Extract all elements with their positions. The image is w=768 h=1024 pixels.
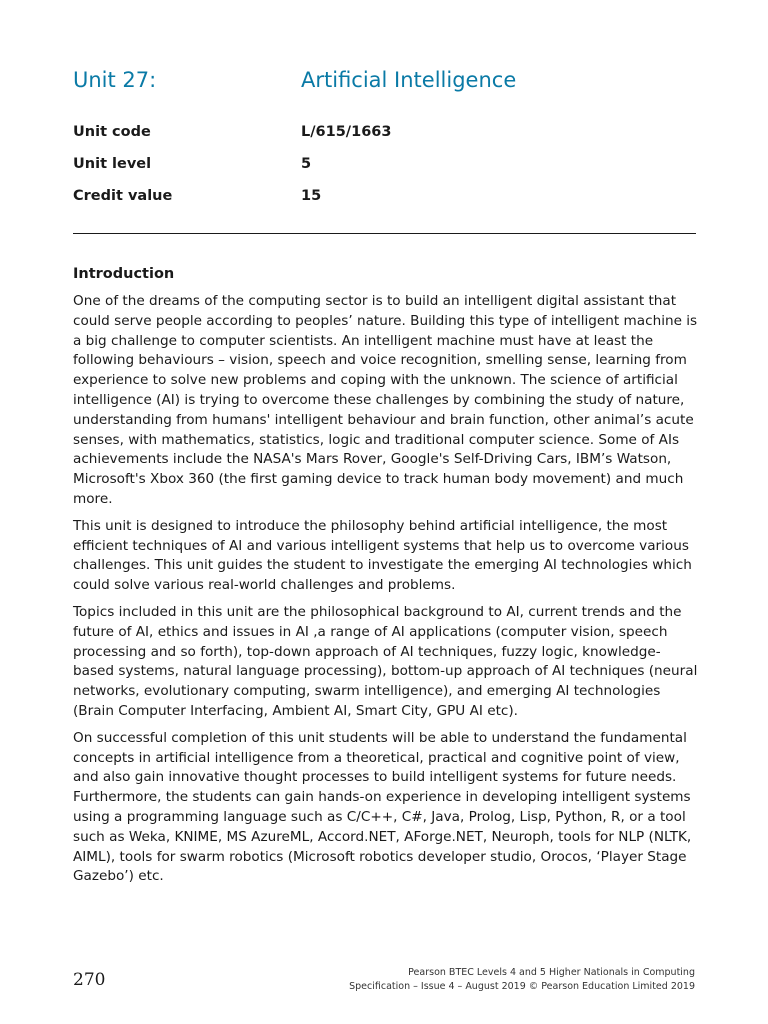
intro-paragraph: This unit is designed to introduce the philosophy behind artificial intelligence, the most efficient techniques of AI and various intelligent systems that help us to overcome various challenges. This unit guides the student to investigate the emerging AI technologies which could solve various real-world challenges and problems.	[73, 517, 692, 594]
intro-paragraph: On successful completion of this unit students will be able to understand the fundamental concepts in artificial intelligence from a theoretical, practical and cognitive point of view, and also gain innovative thought processes to build intelligent systems for future needs. Furthermore, the students can gain hands-on experience in developing intelligent systems using a programming language such as C/C++, C#, Java, Prolog, Lisp, Python, R, or a tool such as Weka, KNIME, MS AzureML, Accord.NET, AForge.NET, Neuroph, tools for NLP (NLTK, AIML), tools for swarm robotics (Microsoft robotics developer studio, Orocos, ‘Player Stage Gazebo’) etc.	[73, 729, 692, 885]
intro-paragraph: One of the dreams of the computing sector is to build an intelligent digital assistant that could serve people according to peoples’ nature. Building this type of intelligent machine is a big challenge to computer scientists. An intelligent machine must have at least the following behaviours – vision, speech and voice recognition, smelling sense, learning from experience to solve new problems and coping with the unknown. The science of artificial intelligence (AI) is trying to overcome these challenges by combining the study of nature, understanding from humans' intelligent behaviour and brain function, other animal’s acute senses, with mathematics, statistics, logic and traditional computer science. Some of AIs achievements include the NASA's Mars Rover, Google's Self-Driving Cars, IBM’s Watson, Microsoft's Xbox 360 (the first gaming device to track human body movement) and much more.	[73, 293, 698, 507]
footer-line-2: Specification – Issue 4 – August 2019 © Pearson Education Limited 2019	[349, 981, 695, 992]
page-footer	[349, 966, 695, 994]
introduction-section	[73, 264, 698, 894]
meta-label: Unit level	[73, 156, 152, 172]
meta-label: Credit value	[73, 188, 173, 204]
footer-line-1: Pearson BTEC Levels 4 and 5 Higher Nationals in Computing	[408, 967, 695, 978]
unit-heading	[73, 68, 696, 102]
meta-value: 15	[301, 188, 322, 204]
meta-row-unit-level	[73, 156, 696, 188]
unit-number: Unit 27:	[73, 68, 157, 92]
intro-paragraph: Topics included in this unit are the philosophical background to AI, current trends and the future of AI, ethics and issues in AI ,a range of AI applications (computer vision, speech processing and so forth), top-down approach of AI techniques, fuzzy logic, knowledge-based systems, natural language processing), bottom-up approach of AI techniques (neural networks, evolutionary computing, swarm intelligence), and emerging AI technologies (Brain Computer Interfacing, Ambient AI, Smart City, GPU AI etc).	[73, 603, 698, 719]
meta-value: 5	[301, 156, 312, 172]
meta-value: L/615/1663	[301, 124, 392, 140]
unit-meta-table	[73, 124, 696, 220]
unit-title: Artificial Intelligence	[301, 68, 517, 92]
introduction-heading: Introduction	[73, 266, 175, 282]
meta-label: Unit code	[73, 124, 151, 140]
section-divider	[73, 233, 696, 234]
meta-row-credit-value	[73, 188, 696, 220]
meta-row-unit-code	[73, 124, 696, 156]
page-number: 270	[73, 970, 106, 990]
